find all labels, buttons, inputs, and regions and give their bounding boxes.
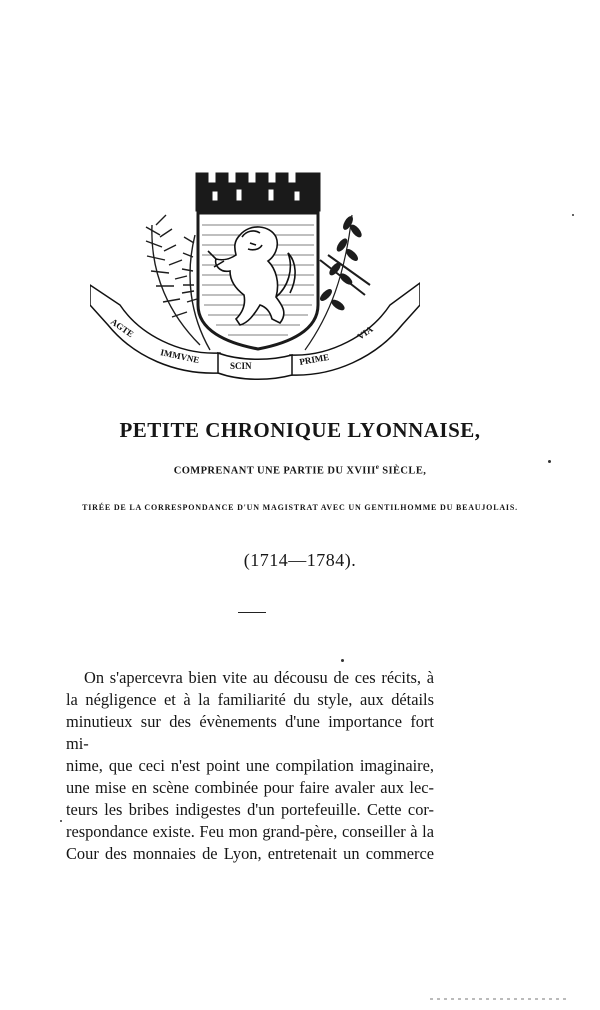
body-paragraph xyxy=(66,667,434,865)
coat-of-arms-lion-icon xyxy=(90,165,420,385)
section-rule xyxy=(238,612,266,613)
svg-text:AGTE: AGTE xyxy=(108,316,136,340)
mural-crown xyxy=(196,173,320,211)
date-range: (1714—1784). xyxy=(243,550,357,570)
svg-text:VIA: VIA xyxy=(355,323,375,342)
body-line: la négligence et à la familiarité du style, aux détails xyxy=(66,690,434,709)
book-subtitle-secondary: TIRÉE DE LA CORRESPONDANCE D'UN MAGISTRAT AVEC UN GENTILHOMME DU BEAUJOLAIS. xyxy=(82,503,518,512)
body-line: une mise en scène combinée pour faire avaler aux lec- xyxy=(66,778,434,797)
paper-speck xyxy=(60,820,62,822)
body-line: Cour des monnaies de Lyon, entretenait un commerce xyxy=(66,844,434,863)
paper-speck xyxy=(548,460,551,463)
book-title: PETITE CHRONIQUE LYONNAISE, xyxy=(119,418,481,442)
body-line: On s'apercevra bien vite au décousu de ces récits, à xyxy=(84,668,434,687)
svg-text:PRIME: PRIME xyxy=(298,351,330,367)
paper-speck xyxy=(341,659,344,662)
body-line: minutieux sur des évènements d'une importance fort mi- xyxy=(66,712,434,753)
subtitle-suffix: SIÈCLE, xyxy=(379,465,427,477)
svg-text:SCIN: SCIN xyxy=(230,361,252,371)
body-line: respondance existe. Feu mon grand-père, conseiller à la xyxy=(66,822,434,841)
page-edge-marks xyxy=(430,998,570,1000)
body-line: teurs les bribes indigestes d'un portefeuille. Cette cor- xyxy=(66,800,434,819)
paper-speck xyxy=(572,214,574,216)
subtitle-prefix: COMPRENANT UNE PARTIE DU XVIII xyxy=(173,465,376,477)
body-line: nime, que ceci n'est point une compilation imaginaire, xyxy=(66,756,434,775)
svg-text:IMMVNE: IMMVNE xyxy=(159,347,201,366)
subtitle-superscript: e xyxy=(375,463,380,471)
book-subtitle xyxy=(0,463,600,477)
